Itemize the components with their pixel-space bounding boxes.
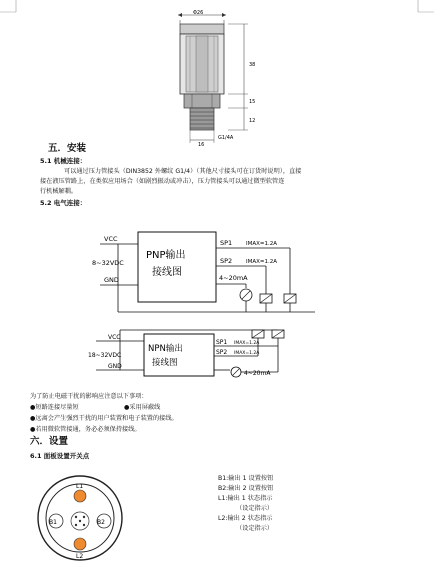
dim-thread: G1/4A [218, 135, 234, 141]
npn-gnd: GND [108, 363, 122, 370]
dim-height-small: 12 [249, 118, 256, 124]
s61-title: 6.1 面板设置开关点 [30, 452, 90, 460]
dim-diameter: Φ26 [193, 10, 204, 16]
npn-box-line1: NPN输出 [148, 344, 183, 354]
legend-l1-note: （设定指示） [236, 505, 274, 512]
dim-height-total: 38 [249, 62, 256, 68]
pnp-sp1: SP1 [220, 239, 233, 247]
npn-box-line2: 接线图 [152, 358, 178, 368]
panel-drawing [28, 470, 138, 566]
npn-sp1-imax: IMAX=1.2A [234, 341, 260, 346]
npn-analog: 4~20mA [244, 370, 271, 377]
notes-intro: 为了防止电磁干扰的影响应注意以下事项： [30, 393, 148, 400]
l1-indicator [74, 490, 86, 502]
pnp-sp2: SP2 [220, 257, 233, 265]
panel-label-l1: L1 [76, 483, 84, 490]
s51-line-2: 接在液压管路上，在类似应用场合（如剧烈振动或冲击），压力管接头可以通过微型软管连 [40, 178, 285, 185]
s52-title: 5.2 电气连接： [40, 199, 87, 207]
legend-l2-note: （设定指示） [236, 525, 274, 532]
legend-b2: B2:输出 2 设置按钮 [218, 485, 274, 492]
l2-indicator [74, 538, 86, 550]
section5-title: 五．安装 [48, 143, 87, 154]
npn-sp1: SP1 [216, 339, 228, 346]
notes-item1a: ●短路连接尽量短 [30, 404, 79, 411]
dim-height-mid: 15 [249, 99, 256, 105]
pnp-wiring-diagram [90, 222, 320, 322]
s51-line-1: 可以通过压力管接头（DIN3852 外螺纹 G1/4）（其他尺寸接头可在订货时说明），直接 [64, 168, 302, 175]
s51-title: 5.1 机械连接： [40, 157, 87, 165]
npn-vcc: VCC [108, 334, 121, 341]
pnp-sp2-imax: IMAX=1.2A [246, 259, 278, 265]
pnp-gnd: GND [104, 276, 119, 284]
npn-sp2: SP2 [216, 349, 228, 356]
pnp-box-line1: PNP输出 [146, 250, 186, 261]
pnp-analog: 4~20mA [219, 274, 248, 282]
npn-sp2-imax: IMAX=1.2A [234, 351, 260, 356]
notes-item1b: ●采用屏蔽线 [124, 404, 161, 411]
npn-wiring-diagram [88, 324, 298, 386]
pnp-voltage: 8~32VDC [92, 259, 124, 267]
pnp-sp1-imax: IMAX=1.2A [246, 241, 278, 247]
panel-label-b2: B2 [97, 519, 105, 526]
section6-title: 六．设置 [30, 436, 69, 447]
panel-label-l2: L2 [76, 553, 84, 560]
npn-voltage: 18~32VDC [88, 352, 122, 359]
notes-item2: ●远离会产生强烈干扰的用户装置和电子装置的接线。 [30, 415, 178, 422]
pnp-vcc: VCC [104, 235, 118, 243]
legend-l1: L1:输出 1 状态指示 [218, 495, 273, 502]
sensor-drawing [150, 6, 260, 146]
legend-l2: L2:输出 2 状态指示 [218, 515, 273, 522]
s51-line-3: 行机械解耦。 [40, 188, 78, 195]
legend-b1: B1:输出 1 设置按钮 [218, 475, 274, 482]
notes-item3: ●若用微软管接通，务必必须保持接线。 [30, 426, 141, 433]
panel-label-b1: B1 [49, 519, 57, 526]
dim-bottom: 16 [198, 142, 205, 146]
pnp-box-line2: 接线图 [152, 267, 182, 278]
